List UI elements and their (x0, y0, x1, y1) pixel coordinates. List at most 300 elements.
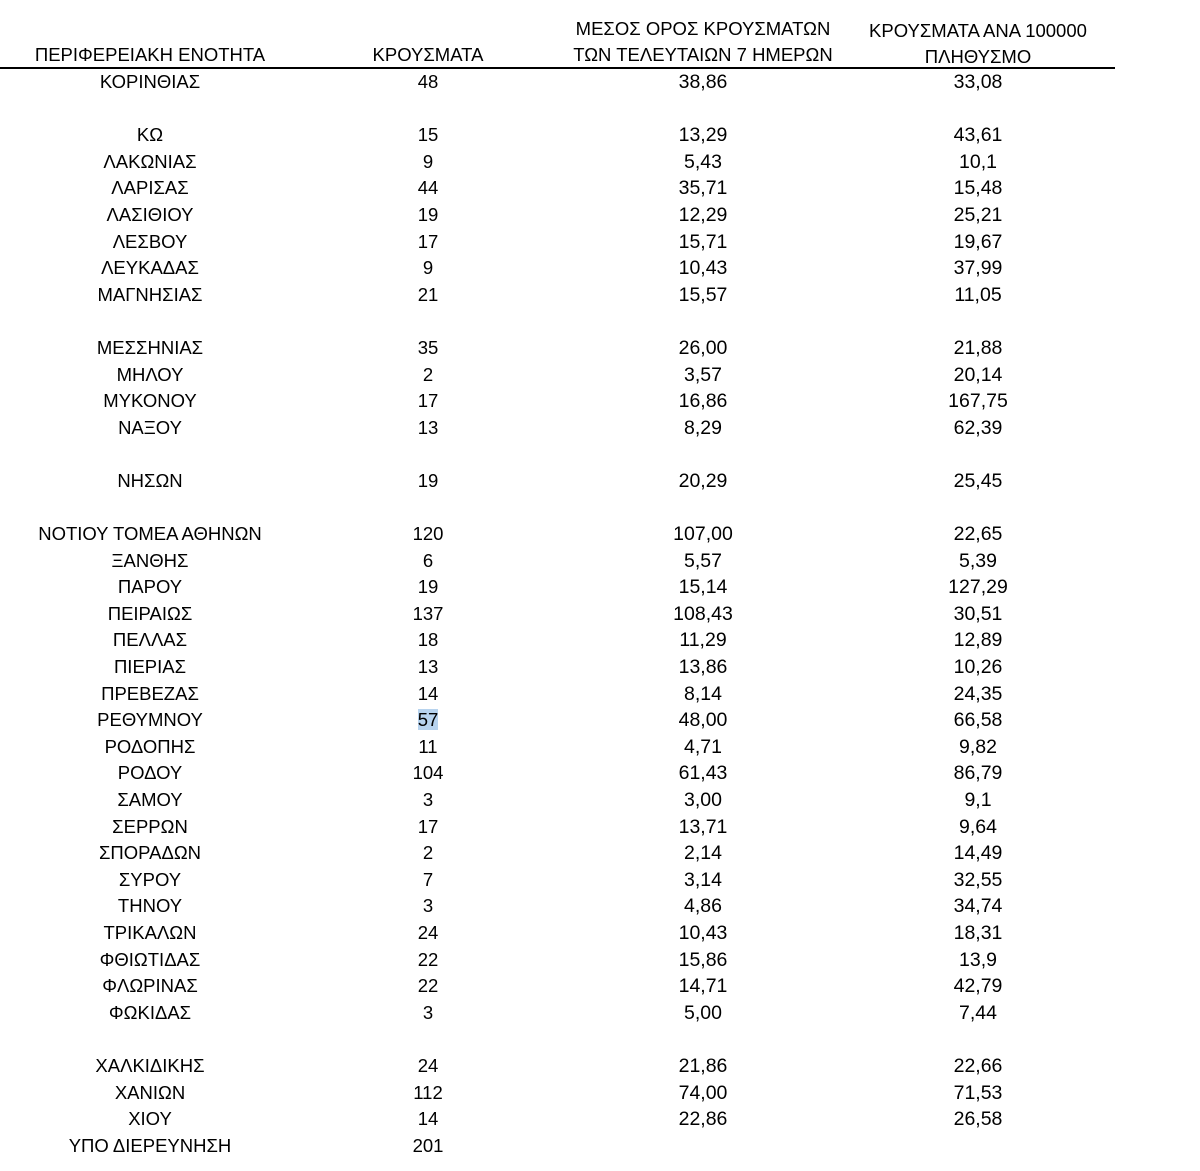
region-name-cell (0, 627, 300, 654)
cases-cell (348, 175, 508, 202)
table-row (0, 202, 1200, 229)
cases-cell (348, 893, 508, 920)
cases-cell (348, 1000, 508, 1027)
avg-7-days-cell (603, 122, 803, 149)
cases-per-100k-cell (878, 229, 1078, 256)
avg-7-days-cell (603, 1000, 803, 1027)
cases-per-100k-cell (878, 601, 1078, 628)
avg-7-days-cell-text: 74,00 (678, 1081, 728, 1104)
cases-cell-text: 201 (412, 1134, 444, 1156)
avg-7-days-cell-text: 22,86 (678, 1108, 728, 1131)
cases-cell (348, 229, 508, 256)
cases-cell-text: 22 (417, 948, 439, 970)
avg-7-days-cell (603, 175, 803, 202)
region-name-cell-text: ΣΑΜΟΥ (117, 789, 183, 811)
region-name-cell (0, 388, 300, 415)
cases-per-100k-cell (878, 973, 1078, 1000)
avg-7-days-cell (603, 920, 803, 947)
blank-row (0, 308, 1200, 335)
cases-per-100k-cell (878, 627, 1078, 654)
cases-cell-text: 11 (418, 735, 438, 757)
cases-cell-text: 9 (422, 257, 434, 279)
cases-per-100k-cell (878, 681, 1078, 708)
cases-per-100k-cell-text: 20,14 (953, 363, 1003, 386)
avg-7-days-cell-text: 3,00 (684, 789, 722, 812)
cases-per-100k-cell (878, 1133, 1078, 1160)
cases-per-100k-cell-text: 7,44 (959, 1001, 997, 1024)
avg-7-days-cell (603, 69, 803, 96)
cases-per-100k-cell (878, 282, 1078, 309)
cases-per-100k-cell-text: 37,99 (953, 257, 1003, 280)
cases-cell (348, 149, 508, 176)
region-name-cell (0, 734, 300, 761)
table-row (0, 1080, 1200, 1107)
cases-cell (348, 734, 508, 761)
cases-per-100k-cell (878, 415, 1078, 442)
cases-cell (348, 574, 508, 601)
region-name-cell-text: ΛΑΚΩΝΙΑΣ (103, 150, 197, 172)
avg-7-days-cell-text: 8,29 (684, 416, 722, 439)
region-name-cell (0, 149, 300, 176)
avg-7-days-cell (603, 1106, 803, 1133)
avg-7-days-cell-text: 12,29 (678, 203, 728, 226)
cases-per-100k-cell (878, 362, 1078, 389)
region-name-cell (0, 548, 300, 575)
region-name-cell-text: ΤΗΝΟΥ (117, 895, 183, 917)
cases-per-100k-cell-text: 33,08 (953, 71, 1003, 93)
avg-7-days-cell-text: 15,14 (678, 576, 728, 599)
region-name-cell (0, 175, 300, 202)
cases-per-100k-cell (878, 574, 1078, 601)
cases-per-100k-cell (878, 920, 1078, 947)
region-name-cell-text: ΣΥΡΟΥ (118, 868, 182, 890)
region-name-cell-text: ΠΕΛΛΑΣ (112, 629, 188, 651)
cases-cell-text: 19 (417, 576, 439, 598)
avg-7-days-cell (603, 760, 803, 787)
cases-cell-text: 120 (412, 523, 444, 545)
table-row (0, 175, 1200, 202)
cases-cell (348, 282, 508, 309)
table-row (0, 122, 1200, 149)
region-name-cell-text: ΧΙΟΥ (128, 1108, 172, 1130)
region-name-cell (0, 521, 300, 548)
avg-7-days-cell-text: 3,14 (684, 868, 722, 891)
cases-per-100k-cell (878, 202, 1078, 229)
cases-cell-text: 13 (417, 656, 439, 678)
avg-7-days-cell (603, 654, 803, 681)
region-name-cell (0, 202, 300, 229)
cases-per-100k-cell (878, 867, 1078, 894)
table-row (0, 468, 1200, 495)
avg-7-days-cell-text: 13,29 (678, 124, 728, 147)
region-name-cell-text: ΧΑΛΚΙΔΙΚΗΣ (95, 1054, 205, 1076)
region-name-cell (0, 1106, 300, 1133)
header-per100k-line-1: ΚΡΟΥΣΜΑΤΑ ΑΝΑ 100000 (869, 20, 1087, 41)
cases-per-100k-cell-text: 18,31 (953, 922, 1003, 944)
cases-cell-text: 2 (422, 363, 434, 385)
table-row (0, 681, 1200, 708)
avg-7-days-cell (603, 601, 803, 628)
table-row (0, 1133, 1200, 1160)
table-row (0, 814, 1200, 841)
cases-per-100k-cell (878, 468, 1078, 495)
table-row (0, 734, 1200, 761)
cases-per-100k-cell-text: 66,58 (953, 709, 1003, 732)
table-row (0, 1106, 1200, 1133)
avg-7-days-cell-text: 61,43 (678, 762, 728, 785)
avg-7-days-cell-text: 10,43 (678, 922, 728, 944)
region-name-cell-text: ΡΟΔΟΥ (117, 762, 183, 784)
avg-7-days-cell (603, 840, 803, 867)
cases-per-100k-cell (878, 814, 1078, 841)
cases-cell-text: 48 (417, 71, 439, 92)
cases-per-100k-cell-text: 34,74 (953, 895, 1003, 918)
region-name-cell-text: ΜΥΚΟΝΟΥ (103, 390, 197, 412)
cases-per-100k-cell (878, 122, 1078, 149)
region-name-cell (0, 1133, 300, 1160)
cases-cell (348, 1053, 508, 1080)
header-per100k-line-2: ΠΛΗΘΥΣΜΟ (924, 46, 1032, 67)
region-name-cell-text: ΣΕΡΡΩΝ (112, 815, 188, 837)
region-name-cell (0, 947, 300, 974)
cases-per-100k-cell-text: 19,67 (953, 230, 1003, 253)
region-name-cell-text: ΤΡΙΚΑΛΩΝ (103, 922, 197, 943)
region-name-cell-text: ΥΠΟ ΔΙΕΡΕΥΝΗΣΗ (68, 1134, 232, 1156)
cases-per-100k-cell (878, 1106, 1078, 1133)
table-row (0, 654, 1200, 681)
region-name-cell (0, 415, 300, 442)
region-name-cell-text: ΦΩΚΙΔΑΣ (108, 1001, 192, 1023)
avg-7-days-cell (603, 707, 803, 734)
cases-cell-text: 2 (422, 842, 434, 864)
table-row (0, 787, 1200, 814)
cases-cell-text: 19 (417, 469, 439, 491)
cases-cell-text: 18 (417, 629, 439, 651)
cases-cell (348, 707, 508, 734)
table-row (0, 920, 1200, 947)
cases-per-100k-cell (878, 707, 1078, 734)
cases-cell-text: 7 (422, 868, 434, 890)
cases-cell (348, 388, 508, 415)
cases-per-100k-cell-text: 22,66 (953, 1054, 1003, 1077)
table-row (0, 335, 1200, 362)
region-name-cell (0, 867, 300, 894)
region-name-cell (0, 468, 300, 495)
cases-per-100k-cell-text: 11,05 (954, 283, 1002, 306)
cases-per-100k-cell-text: 43,61 (953, 124, 1003, 147)
cases-per-100k-cell-text: 30,51 (953, 602, 1003, 625)
cases-per-100k-cell (878, 149, 1078, 176)
region-name-cell (0, 122, 300, 149)
region-name-cell (0, 973, 300, 1000)
region-name-cell (0, 681, 300, 708)
cases-per-100k-cell-text: 14,49 (953, 842, 1003, 865)
avg-7-days-cell (603, 681, 803, 708)
region-name-cell (0, 760, 300, 787)
cases-cell-text: 3 (422, 1001, 434, 1023)
table-row (0, 69, 1200, 96)
cases-cell (348, 69, 508, 96)
avg-7-days-cell-text: 5,00 (684, 1001, 722, 1024)
avg-7-days-cell (603, 548, 803, 575)
header-cases: ΚΡΟΥΣΜΑΤΑ (372, 44, 484, 65)
avg-7-days-cell (603, 335, 803, 362)
cases-per-100k-cell (878, 760, 1078, 787)
cases-cell (348, 122, 508, 149)
cases-per-100k-cell (878, 548, 1078, 575)
blank-row (0, 1026, 1200, 1053)
cases-per-100k-cell-text: 25,45 (953, 469, 1003, 492)
region-name-cell (0, 920, 300, 947)
table-row (0, 149, 1200, 176)
avg-7-days-cell (603, 734, 803, 761)
cases-per-100k-cell (878, 1053, 1078, 1080)
blank-row (0, 441, 1200, 468)
table-row (0, 548, 1200, 575)
region-name-cell (0, 282, 300, 309)
cases-cell (348, 1106, 508, 1133)
cases-per-100k-cell-text: 13,9 (959, 948, 997, 971)
region-name-cell-text: ΠΙΕΡΙΑΣ (113, 656, 187, 678)
avg-7-days-cell-text: 107,00 (673, 523, 733, 546)
region-name-cell-text: ΜΕΣΣΗΝΙΑΣ (96, 336, 204, 358)
cases-per-100k-cell (878, 947, 1078, 974)
table-row (0, 388, 1200, 415)
blank-row (0, 96, 1200, 123)
cases-per-100k-cell (878, 335, 1078, 362)
cases-cell (348, 760, 508, 787)
avg-7-days-cell (603, 1133, 803, 1160)
cases-cell-text: 44 (417, 177, 439, 199)
cases-cell-text: 104 (412, 762, 444, 784)
region-name-cell (0, 229, 300, 256)
region-name-cell-text: ΜΗΛΟΥ (116, 363, 184, 385)
cases-per-100k-cell (878, 255, 1078, 282)
cases-cell (348, 468, 508, 495)
avg-7-days-cell (603, 282, 803, 309)
avg-7-days-cell (603, 574, 803, 601)
cases-cell-text: 14 (417, 682, 439, 704)
region-name-cell (0, 707, 300, 734)
table-row (0, 282, 1200, 309)
table-row (0, 867, 1200, 894)
cases-cell (348, 415, 508, 442)
cases-cell (348, 335, 508, 362)
avg-7-days-cell (603, 415, 803, 442)
avg-7-days-cell-text: 11,29 (679, 629, 727, 652)
avg-7-days-cell (603, 1053, 803, 1080)
header-cases-per-100k (828, 18, 1128, 70)
cases-cell (348, 654, 508, 681)
avg-7-days-cell (603, 867, 803, 894)
table-body (0, 69, 1200, 1159)
region-name-cell-text: ΡΕΘΥΜΝΟΥ (97, 709, 203, 731)
avg-7-days-cell-text: 15,57 (678, 283, 728, 306)
cases-cell (348, 255, 508, 282)
table-row (0, 255, 1200, 282)
header-region: ΠΕΡΙΦΕΡΕΙΑΚΗ ΕΝΟΤΗΤΑ (34, 44, 266, 65)
cases-per-100k-cell (878, 840, 1078, 867)
avg-7-days-cell (603, 202, 803, 229)
table-row (0, 973, 1200, 1000)
avg-7-days-cell (603, 388, 803, 415)
cases-cell-text: 15 (417, 124, 439, 146)
cases-cell (348, 601, 508, 628)
avg-7-days-cell-text: 38,86 (678, 71, 728, 93)
avg-7-days-cell-text: 21,86 (678, 1054, 728, 1077)
region-name-cell (0, 1000, 300, 1027)
region-name-cell-text: ΠΑΡΟΥ (117, 576, 183, 598)
avg-7-days-cell-text: 108,43 (673, 602, 733, 625)
region-name-cell (0, 893, 300, 920)
table-row (0, 574, 1200, 601)
region-name-cell-text: ΡΟΔΟΠΗΣ (104, 735, 196, 757)
cases-cell-text: 17 (417, 815, 439, 837)
avg-7-days-cell (603, 893, 803, 920)
avg-7-days-cell-text: 4,71 (684, 735, 722, 758)
cases-cell-text: 35 (417, 336, 439, 358)
region-name-cell-text: ΝΑΞΟΥ (118, 416, 182, 438)
cases-cell-text: 9 (422, 150, 434, 172)
region-name-cell-text: ΛΕΣΒΟΥ (112, 230, 188, 252)
cases-per-100k-cell-text: 86,79 (953, 762, 1003, 785)
table-row (0, 415, 1200, 442)
avg-7-days-cell (603, 468, 803, 495)
region-name-cell (0, 574, 300, 601)
region-name-cell-text: ΛΑΣΙΘΙΟΥ (106, 203, 194, 225)
avg-7-days-cell (603, 1080, 803, 1107)
cases-cell (348, 1133, 508, 1160)
cases-per-100k-cell-text: 62,39 (953, 416, 1003, 439)
avg-7-days-cell-text: 15,86 (678, 948, 728, 971)
cases-per-100k-cell-text: 10,26 (953, 656, 1003, 679)
cases-per-100k-cell-text: 12,89 (953, 629, 1003, 652)
table-row (0, 893, 1200, 920)
cases-per-100k-cell (878, 734, 1078, 761)
cases-per-100k-cell-text: 167,75 (948, 390, 1008, 413)
cases-per-100k-cell (878, 654, 1078, 681)
cases-cell (348, 973, 508, 1000)
region-name-cell-text: ΞΑΝΘΗΣ (111, 549, 189, 571)
cases-per-100k-cell-text: 9,64 (959, 815, 997, 838)
cases-per-100k-cell-text: 22,65 (953, 523, 1003, 546)
avg-7-days-cell-text: 13,71 (678, 815, 728, 838)
cases-cell-text: 6 (422, 549, 434, 571)
cases-cell (348, 548, 508, 575)
cases-cell (348, 681, 508, 708)
table-row (0, 627, 1200, 654)
cases-per-100k-cell-text: 26,58 (953, 1108, 1003, 1131)
region-name-cell-text: ΠΡΕΒΕΖΑΣ (101, 682, 199, 704)
table-row (0, 707, 1200, 734)
cases-per-100k-cell (878, 388, 1078, 415)
avg-7-days-cell (603, 627, 803, 654)
region-name-cell-text: ΚΟΡΙΝΘΙΑΣ (99, 71, 201, 92)
cases-per-100k-cell (878, 69, 1078, 96)
region-name-cell-text: ΦΘΙΩΤΙΔΑΣ (99, 948, 201, 970)
table-row (0, 760, 1200, 787)
cases-per-100k-cell (878, 175, 1078, 202)
cases-cell (348, 947, 508, 974)
table-row (0, 1053, 1200, 1080)
cases-per-100k-cell (878, 787, 1078, 814)
region-name-cell (0, 1080, 300, 1107)
avg-7-days-cell-text: 10,43 (678, 257, 728, 280)
region-name-cell-text: ΧΑΝΙΩΝ (114, 1081, 186, 1103)
table-row (0, 947, 1200, 974)
avg-7-days-cell-text: 15,71 (678, 230, 728, 253)
blank-row (0, 495, 1200, 522)
region-name-cell (0, 601, 300, 628)
cases-per-100k-cell (878, 521, 1078, 548)
avg-7-days-cell (603, 362, 803, 389)
region-name-cell-text: ΛΕΥΚΑΔΑΣ (101, 257, 199, 279)
avg-7-days-cell-text: 8,14 (684, 682, 722, 705)
cases-cell-text: 137 (412, 602, 444, 624)
avg-7-days-cell-text: 14,71 (678, 975, 728, 998)
table-row (0, 601, 1200, 628)
cases-cell-text: 17 (417, 390, 439, 412)
cases-cell (348, 814, 508, 841)
avg-7-days-cell-text: 3,57 (684, 363, 722, 386)
cases-cell-text: 3 (422, 789, 434, 811)
header-avg-cases-7-days (553, 16, 853, 68)
region-name-cell (0, 362, 300, 389)
cases-cell (348, 840, 508, 867)
cases-cell (348, 920, 508, 947)
cases-per-100k-cell (878, 893, 1078, 920)
region-name-cell (0, 335, 300, 362)
cases-per-100k-cell-text: 71,53 (953, 1081, 1003, 1104)
cases-cell-text: 112 (413, 1081, 443, 1103)
avg-7-days-cell (603, 521, 803, 548)
table-row (0, 362, 1200, 389)
avg-7-days-cell (603, 255, 803, 282)
region-name-cell-text: ΣΠΟΡΑΔΩΝ (98, 842, 202, 864)
region-name-cell (0, 654, 300, 681)
region-name-cell-text: ΝΗΣΩΝ (117, 469, 183, 491)
header-avg-line-2: ΤΩΝ ΤΕΛΕΥΤΑΙΩΝ 7 ΗΜΕΡΩΝ (573, 44, 833, 65)
cases-cell (348, 627, 508, 654)
table-row (0, 229, 1200, 256)
region-name-cell (0, 255, 300, 282)
region-name-cell-text: ΛΑΡΙΣΑΣ (111, 177, 189, 199)
region-name-cell-text: ΚΩ (136, 124, 164, 146)
cases-per-100k-cell-text: 5,39 (959, 549, 997, 572)
header-avg-line-1: ΜΕΣΟΣ ΟΡΟΣ ΚΡΟΥΣΜΑΤΩΝ (575, 18, 831, 39)
cases-cell-text: 24 (417, 1054, 439, 1076)
cases-cell (348, 787, 508, 814)
cases-cell-text: 24 (417, 922, 439, 943)
avg-7-days-cell (603, 814, 803, 841)
avg-7-days-cell (603, 787, 803, 814)
cases-cell (348, 1080, 508, 1107)
avg-7-days-cell (603, 149, 803, 176)
cases-cell-text: 17 (417, 230, 439, 252)
cases-per-100k-cell-text: 32,55 (953, 868, 1003, 891)
cases-per-100k-cell-text: 10,1 (959, 150, 997, 173)
region-name-cell-text: ΜΑΓΝΗΣΙΑΣ (97, 283, 203, 305)
cases-per-100k-cell-text: 9,82 (959, 735, 997, 758)
avg-7-days-cell (603, 229, 803, 256)
cases-per-100k-cell-text: 25,21 (953, 203, 1003, 226)
cases-per-100k-cell-text: 127,29 (948, 576, 1008, 599)
table-row (0, 521, 1200, 548)
selected-text-highlight: 57 (417, 709, 439, 731)
cases-per-100k-cell-text: 9,1 (964, 789, 992, 812)
avg-7-days-cell-text: 35,71 (678, 177, 728, 200)
cases-per-100k-cell-text: 15,48 (953, 177, 1003, 200)
